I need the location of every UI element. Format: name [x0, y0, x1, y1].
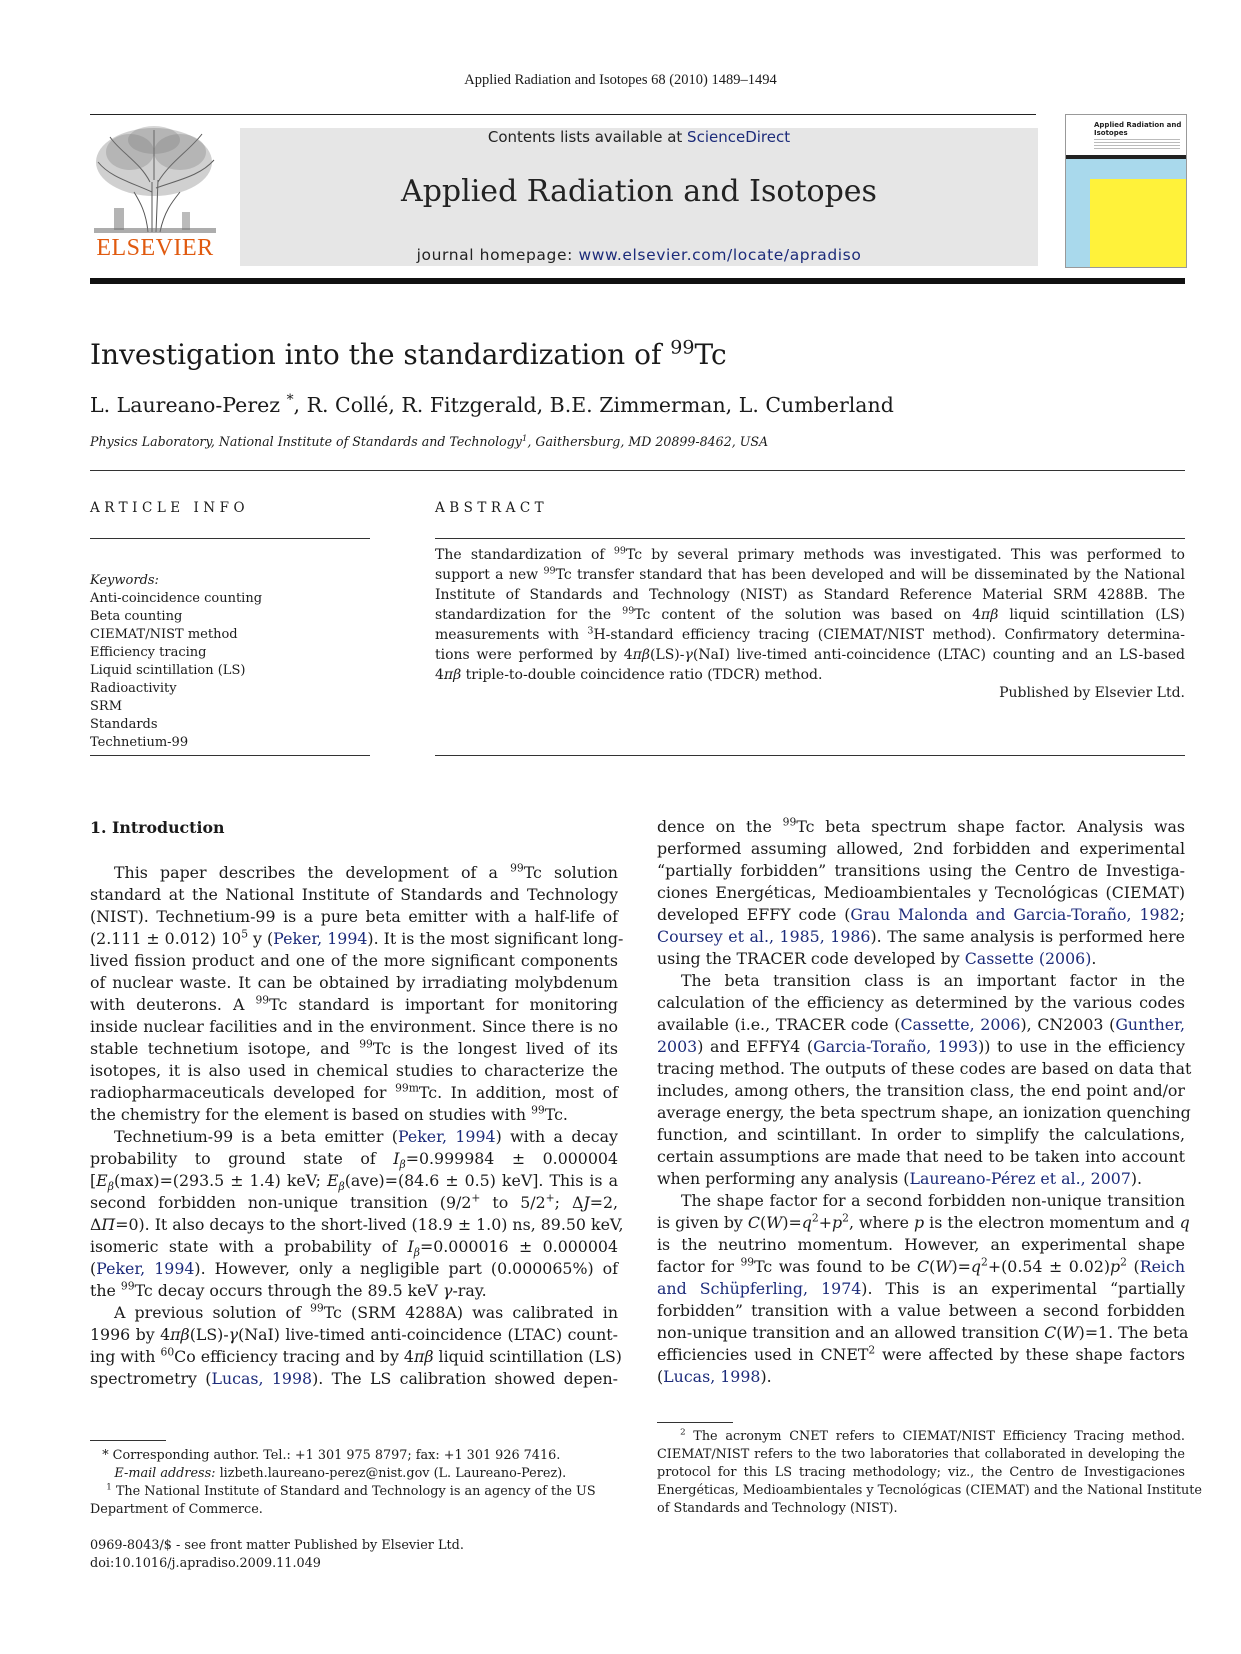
- coauthors: , R. Collé, R. Fitzgerald, B.E. Zimmerman, L. Cumberland: [293, 393, 894, 417]
- footnote-line: $^2$ The acronym CNET refers to CIEMAT/NIST Efficiency Tracing method.: [680, 1427, 1185, 1444]
- body-text-line: (2.111 ± 0.012) $10^5$ y (Peker, 1994). It is the most significant long-: [90, 927, 624, 948]
- affiliation-address: , Gaithersburg, MD 20899-8462, USA: [527, 434, 769, 449]
- body-text-line: includes, among others, the transition class, the end point and/or: [657, 1081, 1185, 1100]
- body-text-line: is the neutrino momentum. However, an experimental shape: [657, 1235, 1185, 1254]
- title-rule: [90, 470, 1185, 471]
- body-text-line: with deuterons. A $^{99}$Tc standard is important for monitoring: [90, 993, 619, 1014]
- body-text-line: standard at the National Institute of Standards and Technology: [90, 885, 618, 904]
- keywords-list: [90, 572, 262, 752]
- body-text-line: isotopes, it is also used in chemical studies to characterize the: [90, 1061, 618, 1080]
- title-superscript: 99: [670, 336, 695, 359]
- journal-citation: Applied Radiation and Isotopes 68 (2010) 1489–1494: [464, 72, 777, 88]
- body-text-line: probability to ground state of $I_\beta=0.999984 \pm 0.000004$: [90, 1149, 618, 1172]
- body-text-line: lived fission product and one of the more significant components: [90, 951, 618, 970]
- body-text-line: of nuclear waste. It can be obtained by irradiating molybdenum: [90, 973, 618, 992]
- citation-link[interactable]: Coursey et al., 1985, 1986: [657, 927, 871, 946]
- body-text-line: radiopharmaceuticals developed for $^{99m}$Tc. In addition, most of: [90, 1081, 618, 1102]
- keywords-label: Keywords:: [90, 573, 159, 588]
- footnotes-right: [657, 1427, 1202, 1518]
- footnote-line: Energéticas, Medioambientales y Tecnológicas (CIEMAT) and the National Institute: [657, 1483, 1202, 1498]
- footnote-rule-left: [90, 1440, 166, 1441]
- keyword-item: Liquid scintillation (LS): [90, 663, 246, 678]
- footnote-line: Department of Commerce.: [90, 1502, 263, 1517]
- body-text-line: (NIST). Technetium-99 is a pure beta emitter with a half-life of: [90, 907, 618, 926]
- citation-link[interactable]: Grau Malonda and Garcia-Toraño, 1982: [850, 905, 1180, 924]
- keyword-item: Standards: [90, 717, 158, 732]
- footnotes-left: [90, 1447, 618, 1519]
- body-text-line: Technetium-99 is a beta emitter (Peker, 1994) with a decay: [114, 1127, 618, 1146]
- body-text-line: is given by $C(W)=q^2+p^2$, where p is the electron momentum and q: [657, 1211, 1190, 1232]
- body-text-line: factor for $^{99}$Tc was found to be $C(W)=q^2+(0.54 \pm 0.02)p^2$ (Reich: [657, 1255, 1186, 1276]
- masthead-rule: [90, 278, 1185, 284]
- cover-title: Applied Radiation and Isotopes: [1094, 121, 1182, 137]
- journal-homepage-link[interactable]: www.elsevier.com/locate/apradiso: [578, 246, 862, 264]
- cover-text-lines: [1094, 139, 1180, 151]
- body-text-line: “partially forbidden” transitions using the Centro de Investiga-: [657, 861, 1185, 880]
- homepage-line: [240, 246, 1038, 264]
- body-text-line: certain assumptions are made that need to be taken into account: [657, 1147, 1185, 1166]
- affiliation-text: Physics Laboratory, National Institute of Standards and Technology: [90, 434, 522, 449]
- body-text-line: calculation of the efficiency as determined by the various codes: [657, 993, 1185, 1012]
- doi-line[interactable]: doi:10.1016/j.apradiso.2009.11.049: [90, 1556, 321, 1571]
- cover-yellow-panel: [1090, 179, 1186, 267]
- header-rule: [90, 114, 1036, 115]
- body-column-right: [657, 815, 1192, 1388]
- front-matter: [90, 1537, 464, 1573]
- body-text-line: ciones Energéticas, Medioambientales y Tecnológicas (CIEMAT): [657, 883, 1185, 902]
- corresponding-author[interactable]: L. Laureano-Perez: [90, 393, 281, 417]
- body-text-line: tracing method. The outputs of these codes are based on data that: [657, 1059, 1192, 1078]
- abstract-body: [435, 545, 1185, 685]
- cover-blue-strip: [1090, 159, 1186, 179]
- abstract-line: 4πβ triple-to-double coincidence ratio (TDCR) method.: [435, 667, 823, 683]
- author-list: [90, 393, 894, 417]
- published-by: Published by Elsevier Ltd.: [999, 685, 1185, 701]
- body-text-line: inside nuclear facilities and in the environment. Since there is no: [90, 1017, 618, 1036]
- section-heading-introduction: 1. Introduction: [90, 818, 225, 837]
- citation-link[interactable]: Laureano-Pérez et al., 2007: [909, 1169, 1131, 1188]
- corresponding-marker[interactable]: *: [286, 392, 294, 409]
- body-text-line: dence on the $^{99}$Tc beta spectrum shape factor. Analysis was: [657, 815, 1186, 836]
- body-text-line: spectrometry (Lucas, 1998). The LS calibration showed depen-: [90, 1369, 618, 1388]
- body-text-line: developed EFFY code (Grau Malonda and Garcia-Toraño, 1982;: [657, 905, 1185, 924]
- body-text-line: forbidden” transition with a value between a second forbidden: [657, 1301, 1185, 1320]
- body-text-line: the $^{99}$Tc decay occurs through the 89.5 keV γ-ray.: [90, 1279, 487, 1300]
- abstract-bottom-rule: [435, 755, 1185, 756]
- cover-blue-panel: [1066, 159, 1090, 267]
- affiliation: [90, 434, 768, 449]
- body-text-line: when performing any analysis (Laureano-Pérez et al., 2007).: [657, 1169, 1143, 1188]
- citation-link[interactable]: Peker, 1994: [397, 1127, 496, 1146]
- body-text-line: Coursey et al., 1985, 1986). The same analysis is performed here: [657, 927, 1185, 946]
- body-text-line: using the TRACER code developed by Cassette (2006).: [657, 949, 1097, 968]
- body-text-line: isomeric state with a probability of $I_\beta=0.000016 \pm 0.000004$: [90, 1237, 618, 1260]
- body-text-line: non-unique transition and an allowed transition C(W)=1. The beta: [657, 1323, 1189, 1342]
- homepage-prefix: journal homepage:: [416, 246, 579, 264]
- body-text-line: the chemistry for the element is based on studies with $^{99}$Tc.: [90, 1103, 568, 1124]
- journal-cover-thumbnail[interactable]: [1065, 114, 1187, 268]
- footnote-line: $^1$ The National Institute of Standard and Technology is an agency of the US: [106, 1482, 596, 1499]
- citation-link[interactable]: Reich: [1139, 1257, 1186, 1276]
- issn-line: 0969-8043/$ - see front matter Published by Elsevier Ltd.: [90, 1538, 464, 1553]
- keyword-item: Technetium-99: [90, 735, 189, 750]
- body-text-line: [$E_\beta(\max)=(293.5 \pm 1.4)$ keV; $E_\beta(ave)=(84.6 \pm 0.5)$ keV]. This is a: [90, 1171, 618, 1194]
- abstract-rule: [435, 538, 1185, 539]
- abstract-line: support a new $^{99}$Tc transfer standard that has been developed and will be disseminated by the National: [435, 565, 1185, 583]
- body-column-left: [90, 861, 624, 1390]
- citation-link[interactable]: Peker, 1994: [96, 1259, 195, 1278]
- citation-link[interactable]: and Schüpferling, 1974: [657, 1279, 862, 1298]
- body-text-line: (Peker, 1994). However, only a negligible part (0.000065%) of: [90, 1259, 619, 1278]
- body-text-line: ing with $^{60}$Co efficiency tracing and by 4πβ liquid scintillation (LS): [90, 1345, 622, 1366]
- abstract-line: standardization for the $^{99}$Tc content of the solution was based on 4πβ liquid scintillation (LS): [435, 605, 1186, 623]
- body-text-line: function, and scintillant. In order to simplify the calculations,: [657, 1125, 1185, 1144]
- body-text-line: and Schüpferling, 1974). This is an experimental “partially: [657, 1279, 1185, 1298]
- citation-link[interactable]: Garcia-Toraño, 1993: [813, 1037, 979, 1056]
- title-end: Tc: [694, 338, 727, 371]
- body-text-line: 2003) and EFFY4 (Garcia-Toraño, 1993)) to use in the efficiency: [657, 1037, 1185, 1056]
- contents-prefix: Contents lists available at: [487, 128, 688, 146]
- citation-link[interactable]: Cassette, 2006: [900, 1015, 1021, 1034]
- affiliation-footnote-marker[interactable]: 1: [521, 433, 528, 444]
- title-text: Investigation into the standardization of: [90, 338, 662, 371]
- elsevier-wordmark: ELSEVIER: [96, 235, 214, 261]
- article-info-bottom-rule: [90, 755, 370, 756]
- body-text-line: The beta transition class is an important factor in the: [681, 971, 1185, 990]
- citation-link[interactable]: Lucas, 1998: [663, 1367, 761, 1386]
- keyword-item: Beta counting: [90, 609, 183, 624]
- body-text-line: The shape factor for a second forbidden non-unique transition: [681, 1191, 1185, 1210]
- body-text-line: A previous solution of $^{99}$Tc (SRM 4288A) was calibrated in: [114, 1301, 619, 1322]
- keyword-item: Efficiency tracing: [90, 645, 207, 660]
- body-text-line: 1996 by 4πβ(LS)-γ(NaI) live-timed anti-coincidence (LTAC) count-: [90, 1325, 618, 1344]
- footnote-line: protocol for this LS tracing methodology; viz., the Centro de Investigaciones: [657, 1465, 1185, 1480]
- citation-link[interactable]: Lucas, 1998: [211, 1369, 313, 1388]
- elsevier-logo[interactable]: [90, 122, 220, 262]
- body-text-line: average energy, the beta spectrum shape, an ionization quenching: [657, 1103, 1191, 1122]
- article-info-rule: [90, 538, 370, 539]
- abstract-heading: ABSTRACT: [435, 500, 549, 516]
- footnote-rule-right: [657, 1422, 733, 1423]
- footnote-line: of Standards and Technology (NIST).: [657, 1501, 898, 1516]
- body-text-line: stable technetium isotope, and $^{99}$Tc is the longest lived of its: [90, 1037, 618, 1058]
- citation-link[interactable]: Gunther,: [1115, 1015, 1185, 1034]
- keyword-item: Radioactivity: [90, 681, 177, 696]
- abstract-line: tions were performed by 4πβ(LS)-γ(NaI) live-timed anti-coincidence (LTAC) counting and an LS-based: [435, 647, 1185, 663]
- citation-link[interactable]: Peker, 1994: [273, 929, 368, 948]
- article-title: [90, 338, 727, 371]
- citation-link[interactable]: 2003: [657, 1037, 698, 1056]
- abstract-line: Institute of Standards and Technology (NIST) as Standard Reference Material SRM 4288B. The: [435, 587, 1185, 603]
- body-text-line: second forbidden non-unique transition (9/2+ to 5/2+; ΔJ=2,: [90, 1191, 619, 1212]
- elsevier-tree-icon: [90, 122, 220, 234]
- body-text-line: ΔΠ=0). It also decays to the short-lived (18.9 ± 1.0) ns, 89.50 keV,: [90, 1215, 624, 1234]
- citation-link[interactable]: Cassette (2006): [964, 949, 1092, 968]
- body-text-line: available (i.e., TRACER code (Cassette, 2006), CN2003 (Gunther,: [657, 1015, 1185, 1034]
- keyword-item: CIEMAT/NIST method: [90, 627, 238, 642]
- body-text-line: performed assuming allowed, 2nd forbidden and experimental: [657, 839, 1185, 858]
- body-text-line: This paper describes the development of a $^{99}$Tc solution: [114, 861, 618, 882]
- body-text-line: efficiencies used in CNET$^2$ were affected by these shape factors: [657, 1343, 1185, 1364]
- keyword-item: Anti-coincidence counting: [90, 591, 263, 606]
- journal-title: Applied Radiation and Isotopes: [401, 174, 877, 209]
- contents-line: [240, 128, 1038, 146]
- footnote-line: CIEMAT/NIST refers to the two laboratories that collaborated in developing the: [657, 1447, 1185, 1462]
- sciencedirect-link[interactable]: ScienceDirect: [687, 128, 791, 146]
- article-info-heading: ARTICLE INFO: [90, 500, 250, 516]
- body-text-line: (Lucas, 1998).: [657, 1367, 772, 1386]
- abstract-line: measurements with $^3$H-standard efficiency tracing (CIEMAT/NIST method). Confirmatory determina-: [435, 625, 1186, 643]
- footnote-line: * Corresponding author. Tel.: +1 301 975 8797; fax: +1 301 926 7416.: [90, 1448, 561, 1463]
- keyword-item: SRM: [90, 699, 123, 714]
- abstract-line: The standardization of $^{99}$Tc by several primary methods was investigated. This was performed to: [435, 545, 1185, 563]
- footnote-line: E-mail address: lizbeth.laureano-perez@nist.gov (L. Laureano-Perez).: [114, 1466, 567, 1481]
